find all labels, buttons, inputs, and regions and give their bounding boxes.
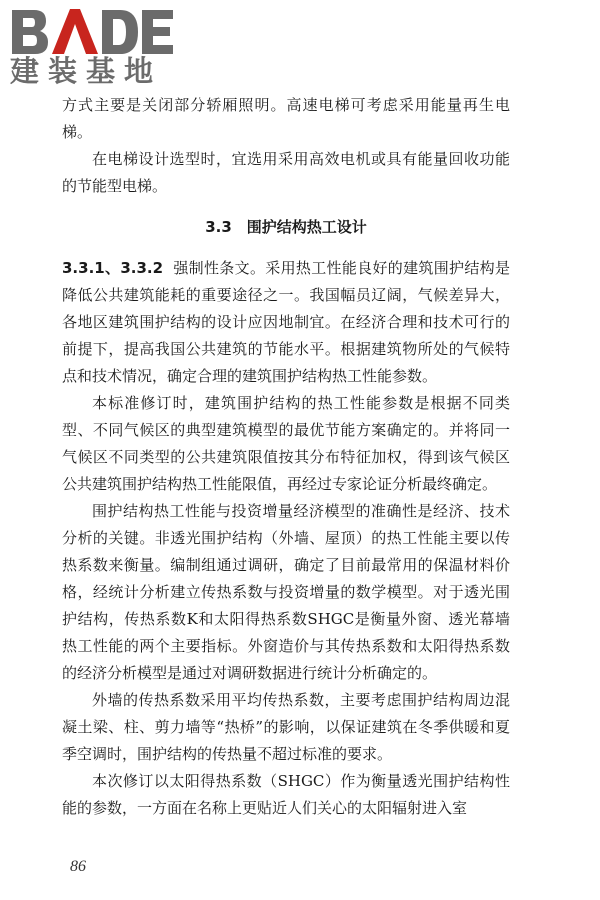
paragraph-clause xyxy=(62,255,510,390)
paragraph-continued: 方式主要是关闭部分轿厢照明。高速电梯可考虑采用能量再生电梯。 xyxy=(62,96,510,141)
page-number: 86 xyxy=(70,858,86,875)
bade-wordmark xyxy=(10,6,175,56)
paragraph-elevator: 在电梯设计选型时，宜选用采用高效电机或具有能量回收功能的节能型电梯。 xyxy=(62,150,510,195)
section-heading: 3.3 围护结构热工设计 xyxy=(205,218,367,236)
paragraph-shgc: 本次修订以太阳得热系数（SHGC）作为衡量透光围护结构性能的参数，一方面在名称上更贴近人们关心的太阳辐射进入室 xyxy=(62,772,510,817)
paragraph-revision: 本标准修订时，建筑围护结构的热工性能参数是根据不同类型、不同气候区的典型建筑模型的最优节能方案确定的。并将同一气候区不同类型的公共建筑限值按其分布特征加权，得到该气候区公共建筑围护结构热工性能限值，再经过专家论证分析最终确定。 xyxy=(62,394,510,493)
clause-number: 3.3.1、3.3.2 xyxy=(62,259,164,277)
logo-subtitle: 建装基地 xyxy=(10,54,163,88)
paragraph-wall-heat-transfer: 外墙的传热系数采用平均传热系数，主要考虑围护结构周边混凝土梁、柱、剪力墙等“热桥”的影响，以保证建筑在冬季供暖和夏季空调时，围护结构的传热量不超过标准的要求。 xyxy=(62,691,510,763)
document-body xyxy=(62,92,510,822)
bade-logo xyxy=(10,6,180,88)
clause-text: 强制性条文。采用热工性能良好的建筑围护结构是降低公共建筑能耗的重要途径之一。我国幅员辽阔，气候差异大，各地区建筑围护结构的设计应因地制宜。在经济合理和技术可行的前提下，提高我国公共建筑的节能水平。根据建筑物所处的气候特点和技术情况，确定合理的建筑围护结构热工性能参数。 xyxy=(62,259,510,385)
paragraph-economic-model: 围护结构热工性能与投资增量经济模型的准确性是经济、技术分析的关键。非透光围护结构（外墙、屋顶）的热工性能主要以传热系数来衡量。编制组通过调研，确定了目前最常用的保温材料价格，经统计分析建立传热系数与投资增量的数学模型。对于透光围护结构，传热系数K和太阳得热系数SHGC是衡量外窗、透光幕墙热工性能的两个主要指标。外窗造价与其传热系数和太阳得热系数的经济分析模型是通过对调研数据进行统计分析确定的。 xyxy=(62,502,510,682)
